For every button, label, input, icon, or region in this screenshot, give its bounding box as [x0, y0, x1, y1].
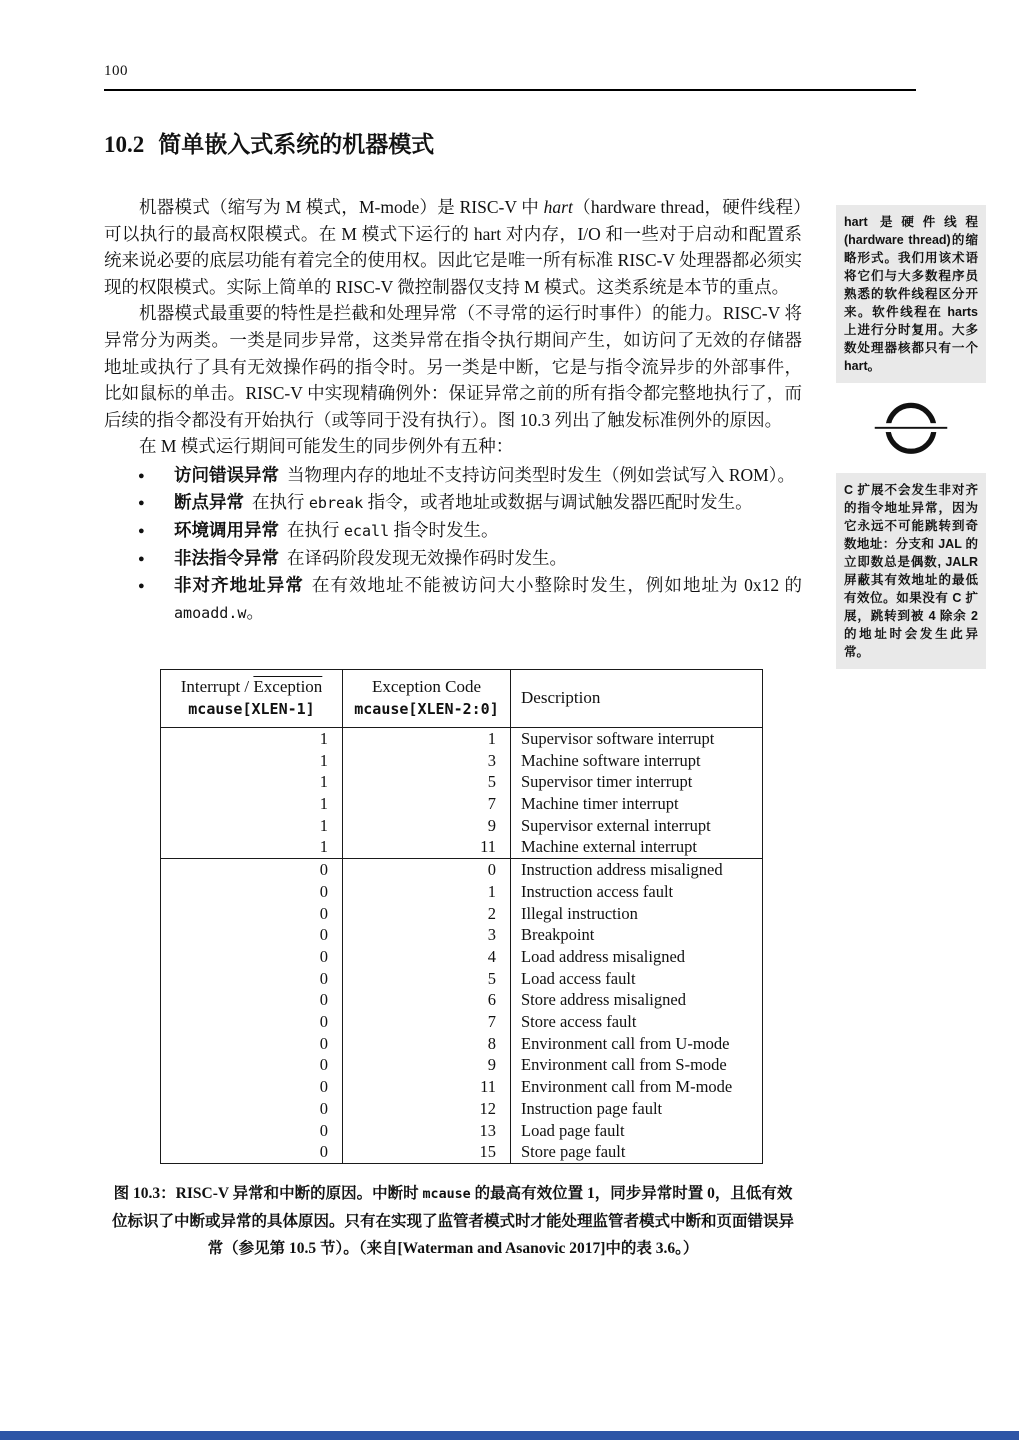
exception-table: [160, 669, 763, 1164]
bullet-item: [104, 572, 802, 627]
text-segment: 当物理内存的地址不支持访问类型时发生（例如尝试写入 ROM）。: [287, 464, 795, 485]
text-segment: amoadd.w: [174, 603, 247, 622]
description-cell: Illegal instruction: [521, 903, 638, 923]
exception-code-cell: 6: [343, 989, 511, 1011]
header-rule: [104, 89, 916, 91]
description-cell: Instruction page fault: [521, 1098, 663, 1118]
description-cell: Store page fault: [521, 1142, 626, 1162]
table-row: [161, 881, 763, 903]
figure-caption: [108, 1180, 798, 1262]
exception-code-cell: 3: [343, 750, 511, 772]
figure-10-3: [104, 669, 802, 1262]
bullet-term: 环境调用异常: [174, 519, 279, 540]
body-paragraph: [104, 433, 802, 460]
interrupt-flag-cell: 0: [161, 903, 343, 925]
header-exception-code-label: Exception Code: [371, 676, 482, 696]
text-segment: 指令时发生。: [389, 519, 499, 540]
description-cell: Load page fault: [521, 1120, 625, 1140]
exception-code-cell: 11: [343, 836, 511, 858]
interrupt-flag-cell: 0: [161, 1120, 343, 1142]
description-cell: Environment call from U-mode: [521, 1033, 730, 1053]
exception-code-cell: 7: [343, 1011, 511, 1033]
interrupt-flag-cell: 1: [161, 727, 343, 749]
bullet-text: [287, 465, 795, 485]
table-row: [161, 859, 763, 881]
header-description-label: Description: [521, 687, 601, 707]
footer-color-bar: [0, 1431, 1019, 1440]
description-cell: Store address misaligned: [521, 990, 686, 1010]
description-cell: Environment call from M-mode: [521, 1077, 733, 1097]
interrupt-flag-cell: 0: [161, 1098, 343, 1120]
exception-code-cell: 1: [343, 881, 511, 903]
text-segment: Interrupt /: [180, 676, 254, 696]
bullet-text: [287, 548, 567, 568]
exception-code-cell: 3: [343, 924, 511, 946]
interrupt-flag-cell: 0: [161, 1033, 343, 1055]
description-cell: Environment call from S-mode: [521, 1055, 727, 1075]
exception-code-cell: 1: [343, 727, 511, 749]
description-cell: Supervisor external interrupt: [521, 815, 711, 835]
description-cell: Machine timer interrupt: [521, 794, 679, 814]
bullet-term: 非对齐地址异常: [174, 574, 304, 595]
bullet-text: [252, 492, 753, 512]
table-row: [161, 924, 763, 946]
section-heading: [104, 126, 434, 159]
exception-code-cell: 2: [343, 903, 511, 925]
header-mcause-lsb: mcause[XLEN-2:0]: [354, 699, 499, 718]
table-row: [161, 836, 763, 858]
circle-split-line-ornament-icon: [874, 398, 948, 459]
margin-notes: [836, 205, 986, 669]
description-cell: Breakpoint: [521, 925, 595, 945]
interrupt-flag-cell: 0: [161, 1076, 343, 1098]
bullet-icon: ●: [138, 469, 145, 482]
interrupt-rows: [161, 727, 763, 858]
interrupt-flag-cell: 0: [161, 968, 343, 990]
text-segment: 机器模式最重要的特性是拦截和处理异常（不寻常的运行时事件）的能力。RISC-V 将异常分为两类。一类是同步异常，这类异常在指令执行期间产生，如访问了无效的存储器地址或执行了具有无效操作码的指令时。另一类是中断，它是与指令流异步的外部事件，比如鼠标的单击。RISC-V 中实现精确例外：保证异常之前的所有指令都完整地执行了，而后续的指令都没有开始执行（或等同于没有执行）。图 10.3 列出了触发标准例外的原因。: [104, 303, 802, 430]
text-segment: 在译码阶段发现无效操作码时发生。: [287, 547, 567, 568]
exception-code-cell: 11: [343, 1076, 511, 1098]
exception-code-cell: 4: [343, 946, 511, 968]
body-paragraph: [104, 300, 802, 433]
bullet-list: [104, 462, 802, 627]
text-segment: 的最高有效位置 1，同步异常时置 0，且低有效位标识了中断或异常的具体原因。只有在实现了监管者模式时才能处理监管者模式中断和页面错误异常（参见第 10.5 节）。（来自[Waterman and Asanovic 2017]中的表 3.6。）: [111, 1185, 794, 1257]
interrupt-flag-cell: 1: [161, 836, 343, 858]
interrupt-flag-cell: 0: [161, 881, 343, 903]
table-row: [161, 968, 763, 990]
body-paragraph: [104, 194, 802, 300]
table-row: [161, 903, 763, 925]
main-column: [104, 194, 802, 1262]
table-row: [161, 1011, 763, 1033]
description-cell: Instruction access fault: [521, 881, 674, 901]
table-row: [161, 771, 763, 793]
description-cell: Machine software interrupt: [521, 750, 701, 770]
table-row: [161, 1141, 763, 1163]
bullet-icon: ●: [138, 496, 145, 509]
table-row: [161, 946, 763, 968]
text-segment: 机器模式（缩写为 M 模式，M-mode）是 RISC-V 中: [139, 197, 544, 217]
header-interrupt-exception-label: [169, 675, 334, 698]
interrupt-flag-cell: 0: [161, 1011, 343, 1033]
header-description: [511, 669, 763, 727]
table-row: [161, 1076, 763, 1098]
bullet-term: 断点异常: [174, 491, 244, 512]
interrupt-flag-cell: 0: [161, 859, 343, 881]
interrupt-flag-cell: 0: [161, 989, 343, 1011]
text-segment: 指令，或者地址或数据与调试触发器匹配时发生。: [363, 491, 753, 512]
header-exception-code: [343, 669, 511, 727]
description-cell: Load address misaligned: [521, 946, 686, 966]
exception-rows: [161, 859, 763, 1164]
text-segment: mcause: [422, 1187, 471, 1202]
header-mcause-msb: mcause[XLEN-1]: [188, 699, 315, 718]
exception-code-cell: 13: [343, 1120, 511, 1142]
text-segment: ecall: [343, 521, 390, 540]
table-row: [161, 815, 763, 837]
interrupt-flag-cell: 0: [161, 1141, 343, 1163]
table-row: [161, 793, 763, 815]
bullet-term: 访问错误异常: [174, 464, 279, 485]
description-cell: Load access fault: [521, 968, 636, 988]
description-cell: Supervisor timer interrupt: [521, 772, 693, 792]
table-header-row: [161, 669, 763, 727]
description-cell: Machine external interrupt: [521, 837, 697, 857]
text-segment: ebreak: [308, 493, 364, 512]
text-segment: hart: [543, 197, 573, 217]
interrupt-flag-cell: 1: [161, 815, 343, 837]
description-cell: Instruction address misaligned: [511, 859, 763, 881]
bullet-text: [287, 520, 499, 540]
interrupt-flag-cell: 0: [161, 924, 343, 946]
bullet-item: [104, 517, 802, 545]
interrupt-flag-cell: 1: [161, 771, 343, 793]
text-segment: 在执行: [252, 491, 309, 512]
bullet-item: [104, 545, 802, 572]
text-segment: 图 10.3：RISC-V 异常和中断的原因。中断时: [113, 1185, 423, 1202]
section-title: 简单嵌入式系统的机器模式: [158, 132, 435, 157]
interrupt-flag-cell: 1: [161, 750, 343, 772]
exception-code-cell: 0: [343, 859, 511, 881]
table-row: [161, 1120, 763, 1142]
bullet-item: [104, 462, 802, 489]
section-number: 10.2: [104, 132, 145, 157]
exception-code-cell: 5: [343, 968, 511, 990]
interrupt-flag-cell: 0: [161, 1054, 343, 1076]
interrupt-flag-cell: 0: [161, 946, 343, 968]
table-row: [161, 1098, 763, 1120]
margin-note-c-extension: C 扩展不会发生非对齐的指令地址异常，因为它永远不可能跳转到奇数地址：分支和 JAL 的立即数总是偶数, JALR 屏蔽其有效地址的最低有效位。如果没有 C 扩展，跳转到被 4 除余 2 的地址时会发生此异常。: [836, 473, 986, 669]
exception-code-cell: 12: [343, 1098, 511, 1120]
bullet-icon: ●: [138, 579, 145, 592]
text-segment: 在执行: [287, 519, 344, 540]
text-segment: 在有效地址不能被访问大小整除时发生，例如地址为 0x12 的: [311, 574, 803, 595]
description-cell: Supervisor software interrupt: [521, 728, 715, 748]
header-interrupt-exception: [161, 669, 343, 727]
text-segment: Exception: [253, 676, 323, 696]
table-row: [161, 727, 763, 749]
paragraphs-container: [104, 194, 802, 460]
exception-code-cell: 9: [343, 1054, 511, 1076]
table-row: [161, 989, 763, 1011]
text-segment: 在 M 模式运行期间可能发生的同步例外有五种：: [139, 436, 514, 457]
page-number: 100: [104, 63, 128, 79]
interrupt-flag-cell: 1: [161, 793, 343, 815]
text-segment: （hardware thread，硬件线程）可以执行的最高权限模式。在 M 模式下运行的 hart 对内存，I/O 和一些对于启动和配置系统来说必要的底层功能有着完全的使用权。因此它是唯一所有标准 RISC-V 处理器都必须实现的权限模式。实际上简单的 RISC-V 微控制器仅支持 M 模式。这类系统是本节的重点。: [104, 197, 802, 297]
exception-code-cell: 5: [343, 771, 511, 793]
exception-code-cell: 8: [343, 1033, 511, 1055]
margin-note-hart: hart 是硬件线程 (hardware thread)的缩略形式。我们用该术语将它们与大多数程序员熟悉的软件线程区分开来。软件线程在 harts 上进行分时复用。大多数处理器核都只有一个 hart。: [836, 205, 986, 383]
exception-code-cell: 9: [343, 815, 511, 837]
exception-code-cell: 15: [343, 1141, 511, 1163]
table-row: [161, 1054, 763, 1076]
table-row: [161, 750, 763, 772]
bullet-icon: ●: [138, 552, 145, 565]
bullet-item: [104, 489, 802, 517]
bullet-term: 非法指令异常: [174, 547, 279, 568]
table-row: [161, 1033, 763, 1055]
exception-code-cell: 7: [343, 793, 511, 815]
text-segment: 。: [246, 601, 264, 622]
description-cell: Store access fault: [521, 1012, 637, 1032]
bullet-icon: ●: [138, 524, 145, 537]
